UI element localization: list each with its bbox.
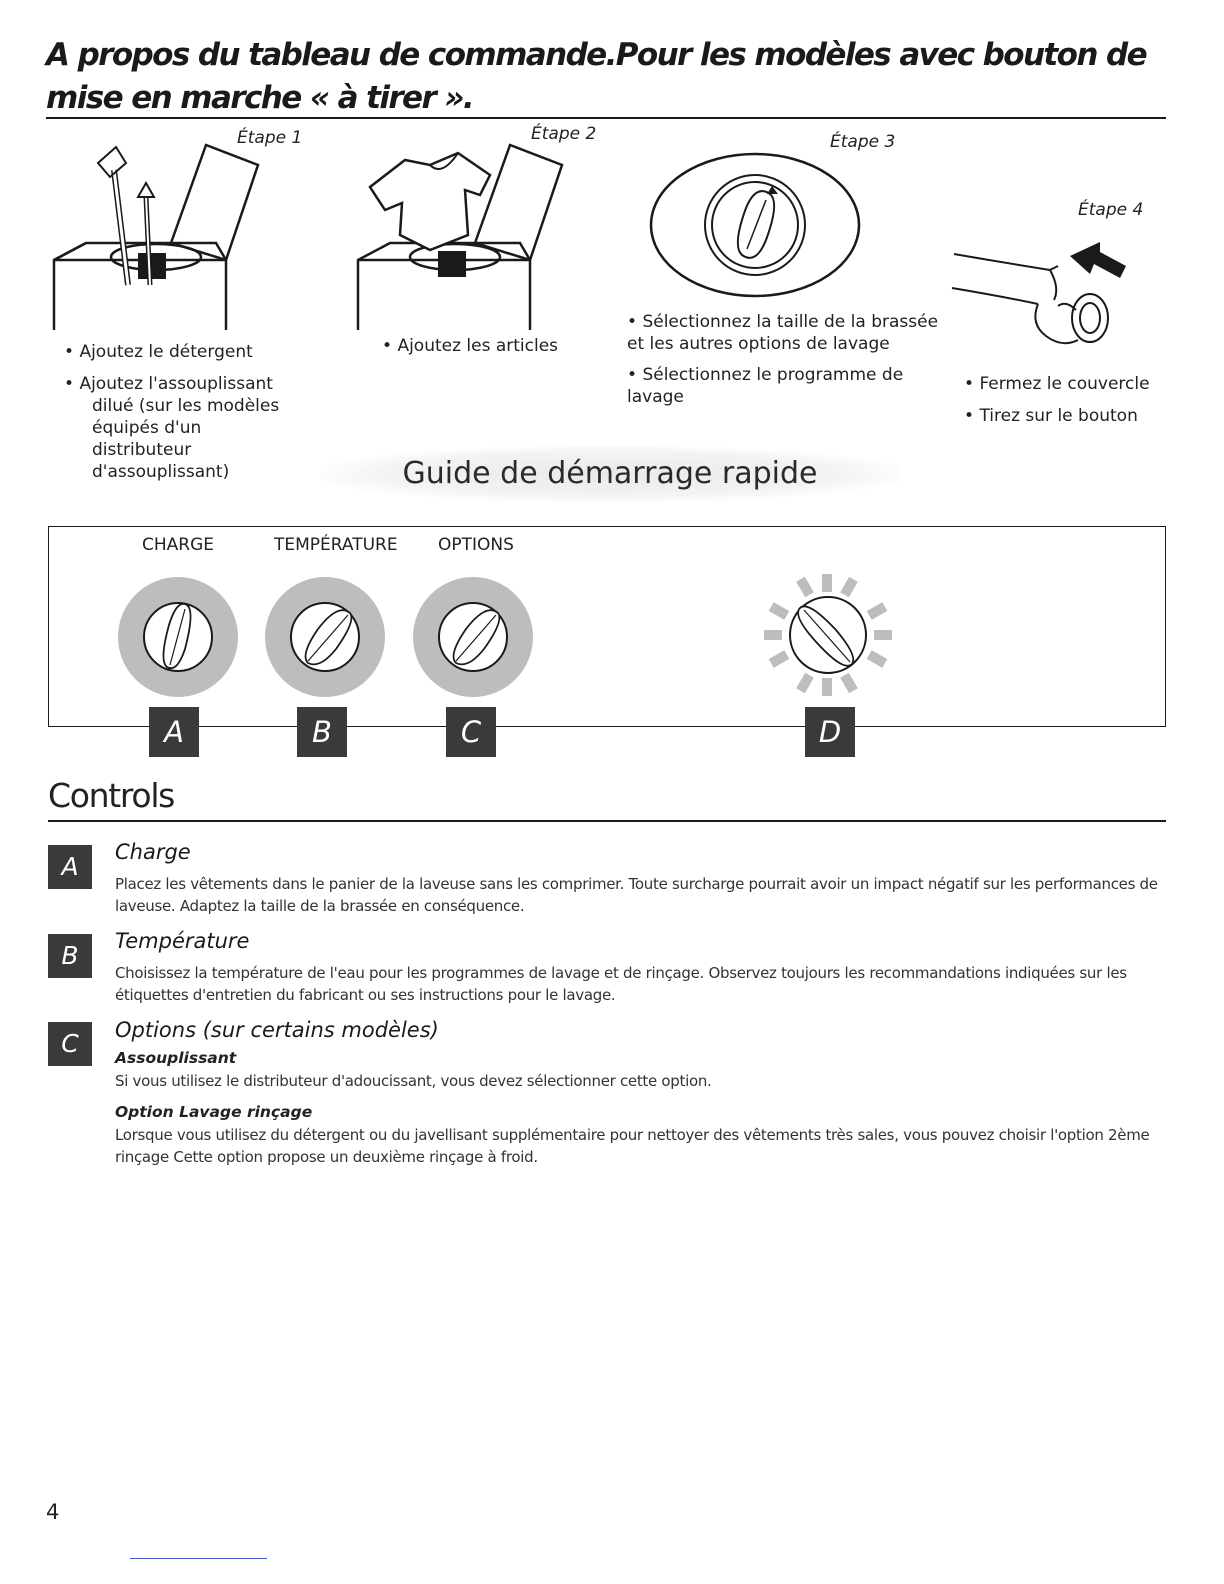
step-1-label: Étape 1 [237,128,303,148]
temperature-knob[interactable] [262,575,392,705]
section-title-temperature: Température [115,929,250,953]
quick-start-title: Guide de démarrage rapide [320,446,900,502]
step-3-bullet-1-line-2: et les autres options de lavage [627,334,890,354]
section-title-charge: Charge [115,840,191,864]
washer-clothes-illustration [350,135,590,335]
page-number: 4 [46,1500,60,1524]
panel-label-options: OPTIONS [438,535,514,555]
subsection-title-softener: Assouplissant [115,1049,237,1067]
step-2-label: Étape 2 [531,124,597,144]
step-1-bullet-2: • Ajoutez l'assouplissant [64,374,273,394]
step-1-bullet-2-line-2: dilué (sur les modèles [92,396,280,416]
options-knob[interactable] [410,575,540,705]
panel-label-charge: CHARGE [142,535,215,555]
step-2-bullet-1: • Ajoutez les articles [382,336,559,356]
step-3-bullet-2: • Sélectionnez le programme de [627,365,904,385]
panel-badge-b: B [297,707,347,757]
footer-link-line [130,1558,267,1559]
step-3-bullet-2-line-2: lavage [627,387,684,407]
step-4-label: Étape 4 [1078,200,1144,220]
section-title-options: Options (sur certains modèles) [115,1018,439,1042]
page-title: A propos du tableau de commande.Pour les modèles avec bouton de mise en marche « à tirer ». [46,37,1147,116]
panel-badge-c: C [446,707,496,757]
charge-knob[interactable] [115,575,245,705]
step-3-bullet-1: • Sélectionnez la taille de la brassée [627,312,939,332]
dial-selection-illustration [648,150,863,300]
controls-divider [48,820,1166,822]
step-1-bullet-2-line-4: distributeur [92,440,192,460]
section-body-charge: Placez les vêtements dans le panier de la laveuse sans les comprimer. Toute surcharge pourrait avoir un impact négatif sur les performances de laveuse. Adaptez la taille de la brassée en conséquence. [115,875,1158,915]
subsection-title-rinse: Option Lavage rinçage [115,1103,313,1121]
step-4-bullet-1: • Fermez le couvercle [964,374,1150,394]
step-1-bullet-1: • Ajoutez le détergent [64,342,253,362]
subsection-body-rinse: Lorsque vous utilisez du détergent ou du javellisant supplémentaire pour nettoyer des vêtements très sales, vous pouvez choisir l'option 2ème rinçage Cette option propose un deuxième rinçage à froid. [115,1126,1150,1166]
section-badge-b: B [48,934,92,978]
step-4-bullet-2: • Tirez sur le bouton [964,406,1138,426]
section-badge-c: C [48,1022,92,1066]
panel-label-temperature: TEMPÉRATURE [274,535,398,555]
controls-heading: Controls [48,776,175,815]
subsection-body-softener: Si vous utilisez le distributeur d'adoucissant, vous devez sélectionner cette option. [115,1072,712,1090]
title-divider [46,117,1166,119]
section-body-temperature: Choisissez la température de l'eau pour les programmes de lavage et de rinçage. Observez toujours les recommandations indiquées sur les étiquettes d'entretien du fabricant ou ses instructions pour le lavage. [115,964,1127,1004]
washer-detergent-illustration [46,135,286,335]
step-1-bullet-2-line-3: équipés d'un [92,418,202,438]
panel-badge-d: D [805,707,855,757]
step-1-bullet-2-line-5: d'assouplissant) [92,462,230,482]
panel-badge-a: A [149,707,199,757]
hand-pull-knob-illustration [950,240,1130,370]
section-badge-a: A [48,845,92,889]
cycle-selector-knob[interactable] [760,572,900,702]
step-3-label: Étape 3 [830,132,896,152]
